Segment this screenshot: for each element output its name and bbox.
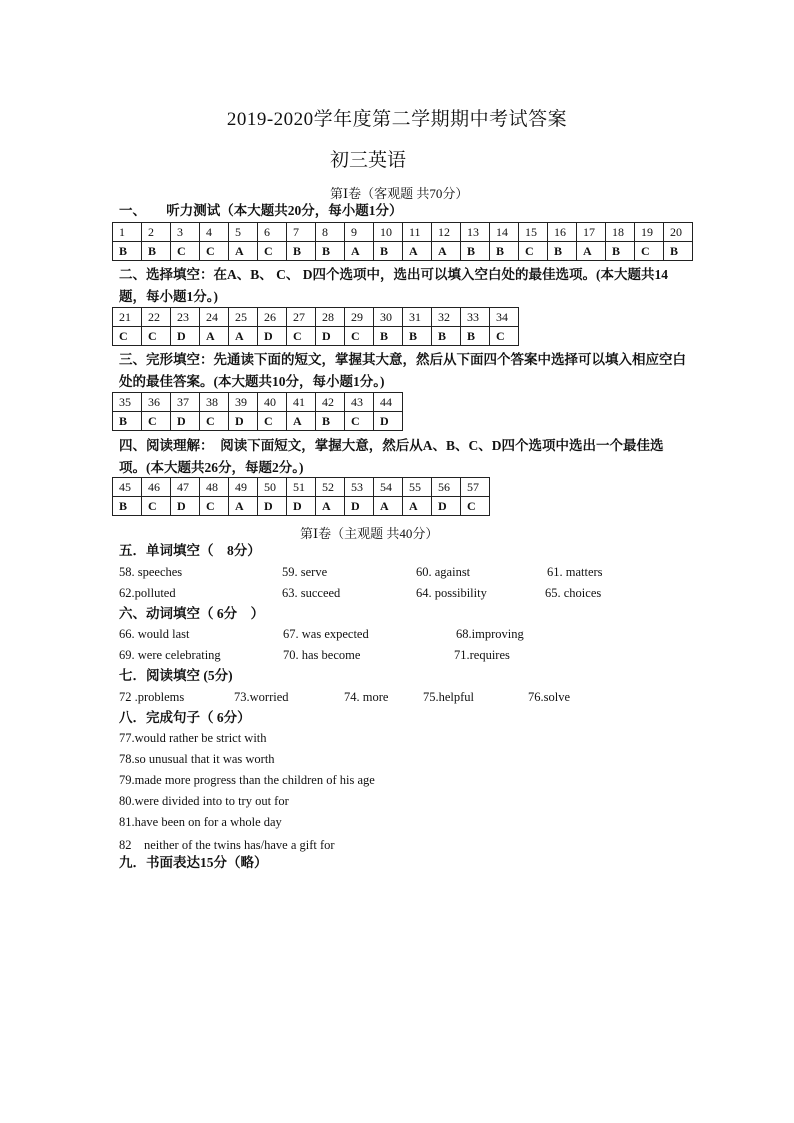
answer-item: 59. serve: [282, 565, 328, 579]
page-title: 2019-2020学年度第二学期期中考试答案: [226, 109, 568, 130]
answer-item: 61. matters: [547, 565, 603, 579]
table-cell: A: [229, 242, 258, 261]
answer-item: 82 neither of the twins has/have a gift for: [119, 838, 335, 852]
table-cell: 7: [287, 223, 316, 242]
table-row: [113, 478, 490, 497]
table-cell: 5: [229, 223, 258, 242]
table-cell: D: [258, 327, 287, 346]
table-row: [113, 223, 693, 242]
table-cell: A: [432, 242, 461, 261]
answer-item: 69. were celebrating: [119, 648, 221, 662]
table-cell: D: [316, 327, 345, 346]
table-cell: 14: [490, 223, 519, 242]
table-cell: C: [113, 327, 142, 346]
answer-item: 66. would last: [119, 627, 190, 641]
table-cell: B: [316, 242, 345, 261]
table-cell: C: [287, 327, 316, 346]
table-cell: A: [229, 497, 258, 516]
table-cell: C: [142, 412, 171, 431]
table-cell: 2: [142, 223, 171, 242]
table-cell: B: [461, 327, 490, 346]
table-cell: B: [142, 242, 171, 261]
table-cell: C: [142, 497, 171, 516]
table-cell: D: [345, 497, 374, 516]
table-cell: D: [432, 497, 461, 516]
table-cell: B: [606, 242, 635, 261]
answer-table-3: [112, 392, 403, 431]
table-cell: 44: [374, 393, 403, 412]
table-cell: B: [490, 242, 519, 261]
page-subtitle: 初三英语: [330, 150, 407, 171]
section-3-heading: 三、完形填空：先通读下面的短文，掌握其大意，然后从下面四个答案中选择可以填入相应空白处的最佳答案。(本大题共10分，每小题1分。): [119, 352, 686, 389]
table-cell: B: [461, 242, 490, 261]
table-cell: B: [113, 412, 142, 431]
table-cell: 27: [287, 308, 316, 327]
answer-item: 79.made more progress than the children of his age: [119, 773, 375, 787]
table-cell: 23: [171, 308, 200, 327]
table-cell: B: [374, 327, 403, 346]
table-cell: D: [287, 497, 316, 516]
table-cell: C: [200, 242, 229, 261]
table-cell: 36: [142, 393, 171, 412]
table-cell: 51: [287, 478, 316, 497]
table-cell: 10: [374, 223, 403, 242]
table-cell: 8: [316, 223, 345, 242]
table-cell: 30: [374, 308, 403, 327]
table-cell: 37: [171, 393, 200, 412]
table-cell: 25: [229, 308, 258, 327]
table-cell: A: [577, 242, 606, 261]
table-cell: 42: [316, 393, 345, 412]
table-cell: 31: [403, 308, 432, 327]
table-cell: 19: [635, 223, 664, 242]
answer-item: 70. has become: [283, 648, 361, 662]
table-cell: 38: [200, 393, 229, 412]
table-cell: B: [548, 242, 577, 261]
answer-item: 78.so unusual that it was worth: [119, 752, 275, 766]
table-cell: 16: [548, 223, 577, 242]
answer-table-4: [112, 477, 490, 516]
table-cell: A: [200, 327, 229, 346]
table-cell: C: [142, 327, 171, 346]
table-cell: B: [432, 327, 461, 346]
table-cell: C: [490, 327, 519, 346]
part-objective-heading: 第Ⅰ卷（客观题 共70分）: [330, 186, 469, 201]
table-cell: D: [258, 497, 287, 516]
table-cell: 35: [113, 393, 142, 412]
table-cell: 43: [345, 393, 374, 412]
answer-item: 73.worried: [234, 690, 289, 704]
table-cell: B: [316, 412, 345, 431]
table-row: [113, 327, 519, 346]
table-cell: 53: [345, 478, 374, 497]
table-cell: A: [403, 497, 432, 516]
answer-table-1: [112, 222, 693, 261]
table-cell: 15: [519, 223, 548, 242]
table-cell: 21: [113, 308, 142, 327]
table-cell: A: [345, 242, 374, 261]
table-cell: 50: [258, 478, 287, 497]
table-cell: 41: [287, 393, 316, 412]
answer-item: 76.solve: [528, 690, 571, 704]
table-cell: D: [229, 412, 258, 431]
table-cell: 48: [200, 478, 229, 497]
table-cell: 22: [142, 308, 171, 327]
table-cell: 6: [258, 223, 287, 242]
table-cell: D: [171, 497, 200, 516]
table-cell: A: [403, 242, 432, 261]
table-cell: 33: [461, 308, 490, 327]
table-cell: C: [345, 327, 374, 346]
section-2-heading: 二、选择填空：在A、B、 C、 D四个选项中，选出可以填入空白处的最佳选项。(本大题共14题，每小题1分。): [119, 267, 668, 304]
table-cell: 29: [345, 308, 374, 327]
table-cell: 47: [171, 478, 200, 497]
table-cell: 20: [664, 223, 693, 242]
section-1-heading: 一、 听力测试（本大题共20分，每小题1分）: [119, 203, 403, 218]
table-cell: C: [200, 497, 229, 516]
table-cell: D: [171, 327, 200, 346]
table-row: [113, 242, 693, 261]
table-cell: 26: [258, 308, 287, 327]
table-cell: 4: [200, 223, 229, 242]
table-cell: C: [258, 242, 287, 261]
answer-item: 64. possibility: [416, 586, 487, 600]
table-cell: B: [664, 242, 693, 261]
section-8-heading: 八．完成句子（ 6分）: [119, 710, 251, 725]
table-row: [113, 308, 519, 327]
table-cell: C: [519, 242, 548, 261]
answer-item: 65. choices: [545, 586, 602, 600]
table-cell: C: [200, 412, 229, 431]
table-cell: 52: [316, 478, 345, 497]
table-cell: B: [113, 242, 142, 261]
answer-table-2: [112, 307, 519, 346]
table-cell: 1: [113, 223, 142, 242]
section-9-heading: 九．书面表达15分（略）: [119, 855, 268, 870]
answer-item: 60. against: [416, 565, 471, 579]
table-cell: C: [171, 242, 200, 261]
table-cell: B: [113, 497, 142, 516]
section-5-heading: 五．单词填空（ 8分）: [119, 543, 261, 558]
answer-item: 62.polluted: [119, 586, 176, 600]
table-cell: 17: [577, 223, 606, 242]
answer-item: 74. more: [344, 690, 389, 704]
table-cell: 34: [490, 308, 519, 327]
section-4-heading: 四、阅读理解： 阅读下面短文，掌握大意，然后从A、B、C、D四个选项中选出一个最佳选项。(本大题共26分，每题2分。): [119, 438, 664, 475]
section-7-heading: 七．阅读填空 (5分): [119, 668, 233, 683]
answer-item: 81.have been on for a whole day: [119, 815, 282, 829]
answer-item: 63. succeed: [282, 586, 341, 600]
answer-item: 67. was expected: [283, 627, 369, 641]
table-cell: C: [635, 242, 664, 261]
table-cell: 32: [432, 308, 461, 327]
answer-item: 75.helpful: [423, 690, 475, 704]
answer-item: 71.requires: [454, 648, 510, 662]
answer-item: 77.would rather be strict with: [119, 731, 267, 745]
table-cell: 54: [374, 478, 403, 497]
table-cell: 49: [229, 478, 258, 497]
table-cell: C: [258, 412, 287, 431]
table-cell: A: [374, 497, 403, 516]
table-cell: 12: [432, 223, 461, 242]
table-cell: 18: [606, 223, 635, 242]
table-cell: B: [374, 242, 403, 261]
answer-item: 68.improving: [456, 627, 524, 641]
table-row: [113, 497, 490, 516]
section-6-heading: 六、动词填空（ 6分 ）: [119, 606, 265, 621]
table-cell: 28: [316, 308, 345, 327]
table-cell: 24: [200, 308, 229, 327]
part-subjective-heading: 第Ⅰ卷（主观题 共40分）: [300, 526, 439, 541]
table-cell: B: [287, 242, 316, 261]
table-cell: 40: [258, 393, 287, 412]
table-cell: A: [316, 497, 345, 516]
table-cell: 57: [461, 478, 490, 497]
table-cell: 56: [432, 478, 461, 497]
table-cell: 55: [403, 478, 432, 497]
table-cell: 3: [171, 223, 200, 242]
table-cell: 39: [229, 393, 258, 412]
table-cell: 9: [345, 223, 374, 242]
table-cell: D: [171, 412, 200, 431]
table-cell: 11: [403, 223, 432, 242]
table-cell: 46: [142, 478, 171, 497]
table-cell: C: [345, 412, 374, 431]
table-cell: C: [461, 497, 490, 516]
table-cell: B: [403, 327, 432, 346]
table-row: [113, 412, 403, 431]
table-row: [113, 393, 403, 412]
answer-item: 72 .problems: [119, 690, 185, 704]
table-cell: A: [229, 327, 258, 346]
table-cell: D: [374, 412, 403, 431]
table-cell: A: [287, 412, 316, 431]
answer-item: 58. speeches: [119, 565, 183, 579]
table-cell: 13: [461, 223, 490, 242]
answer-item: 80.were divided into to try out for: [119, 794, 289, 808]
table-cell: 45: [113, 478, 142, 497]
